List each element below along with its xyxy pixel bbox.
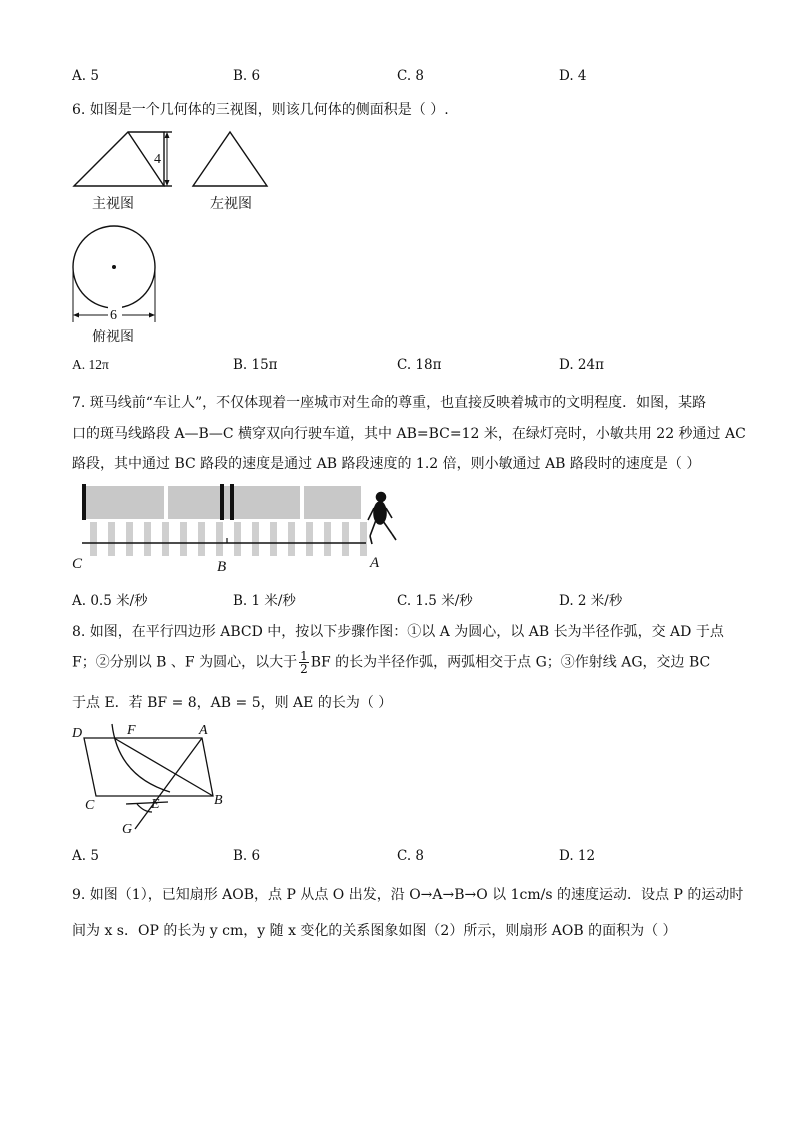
q7-option-b: B. 1 米/秒 [233,593,296,609]
label-g: G [122,822,133,837]
label-a: A [199,723,208,738]
q9-stem-line-1: 9. 如图（1），已知扇形 AOB，点 P 从点 O 出发，沿 O→A→B→O 以 1cm/s 的速度运动．设点 P 的运动时 [72,887,744,903]
front-view-label: 主视图 [92,196,134,212]
q8-stem-line-2 [72,650,710,675]
zebra-stripes [90,522,367,556]
point-a-label: A [370,555,380,571]
q8-stem-line-1: 8. 如图，在平行四边形 ABCD 中，按以下步骤作图：①以 A 为圆心，以 AB 长为半径作弧，交 AD 于点 [72,624,724,640]
q9-stem-line-2: 间为 x s．OP 的长为 y cm，y 随 x 变化的关系图象如图（2）所示，则扇形 AOB 的面积为（ ） [72,923,677,939]
label-c: C [85,798,95,813]
q5-option-a: A. 5 [72,68,99,84]
q6-option-d: D. 24π [559,357,604,373]
top-view-label: 俯视图 [92,329,134,345]
q7-stem-line-2: 口的斑马线路段 A—B—C 横穿双向行驶车道，其中 AB=BC=12 米，在绿灯亮时，小敏共用 22 秒通过 AC [72,426,746,442]
q8-stem-line-3: 于点 E．若 BF = 8，AB = 5，则 AE 的长为（ ） [72,695,393,711]
q8-option-a: A. 5 [72,848,99,864]
label-e: E [151,797,160,812]
q8-stem-line-2-end: BF 的长为半径作弧，两弧相交于点 G；③作射线 AG，交边 BC [310,654,711,671]
left-view-label: 左视图 [210,196,252,212]
center-dot [112,265,116,269]
q7-stem-line-1: 7. 斑马线前“车让人”，不仅体现着一座城市对生命的尊重，也直接反映着城市的文明程度．如图，某路 [72,395,707,411]
q7-option-d: D. 2 米/秒 [559,593,623,609]
q7-option-a: A. 0.5 米/秒 [72,593,148,609]
q6-three-views-figure [60,125,290,335]
left-view-drawing [193,132,267,186]
q8-option-d: D. 12 [559,848,596,864]
q6-option-c: C. 18π [397,357,442,373]
q8-stem-line-2-start: F；②分别以 B 、F 为圆心，以大于 [72,654,298,671]
height-label: 4 [154,152,161,167]
label-f: F [127,723,136,738]
crosswalk-figure [70,478,400,576]
point-b-label: B [217,559,227,575]
label-d: D [72,726,83,741]
q6-stem: 6. 如图是一个几何体的三视图，则该几何体的侧面积是（ ）. [72,102,449,118]
q6-option-a: A. 12π [72,357,109,372]
q8-option-c: C. 8 [397,848,425,864]
q5-option-d: D. 4 [559,68,587,84]
label-b: B [214,793,223,808]
width-label: 6 [110,308,117,323]
q7-option-c: C. 1.5 米/秒 [397,593,473,609]
parallelogram-drawing [84,724,213,829]
q5-option-c: C. 8 [397,68,425,84]
parallelogram-figure [64,716,244,841]
q6-option-b: B. 15π [233,357,278,373]
point-c-label: C [72,556,83,572]
q7-stem-line-3: 路段，其中通过 BC 路段的速度是通过 AB 路段速度的 1.2 倍，则小敏通过 AB 路段时的速度是（ ） [72,456,701,472]
one-half-fraction [299,650,309,675]
pedestrian-icon [368,493,396,545]
q5-option-b: B. 6 [233,68,261,84]
fraction-denominator: 2 [300,662,308,676]
fraction-numerator: 1 [300,649,308,663]
q8-option-b: B. 6 [233,848,261,864]
